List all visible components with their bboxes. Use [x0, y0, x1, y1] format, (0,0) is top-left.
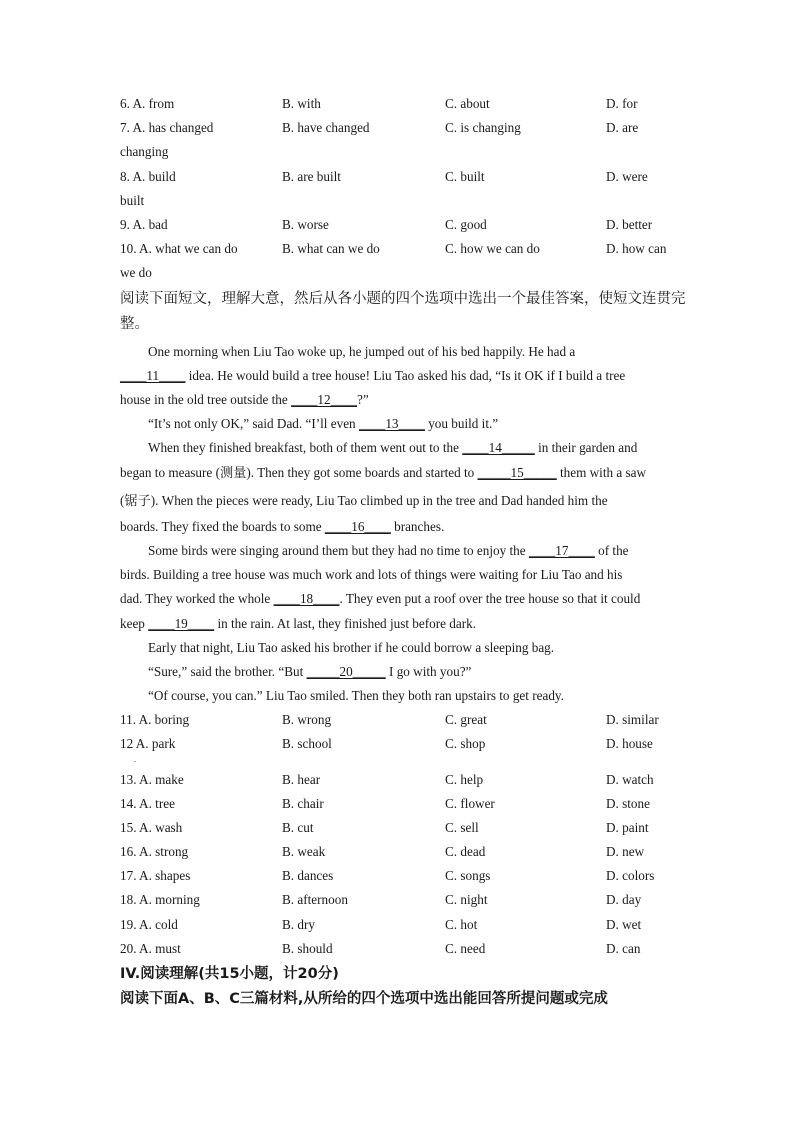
option-a: 12 A. park	[120, 736, 176, 751]
option-a: 13. A. make	[120, 772, 184, 787]
passage-text: “It’s not only OK,” said Dad. “I’ll even	[148, 416, 359, 431]
option-a: 11. A. boring	[120, 712, 190, 727]
option-a: 6. A. from	[120, 96, 175, 111]
passage-text: in the rain. At last, they finished just before dark.	[214, 616, 476, 631]
passage-line	[148, 414, 680, 434]
option-a: 14. A. tree	[120, 796, 175, 811]
section-heading: IV.阅读理解(共15小题，计20分)	[120, 966, 339, 982]
option-b: B. wrong	[282, 712, 332, 727]
option-c: C. how we can do	[445, 241, 540, 256]
option-b: B. worse	[282, 217, 329, 232]
passage-text: them with a saw	[556, 465, 647, 480]
option-a: 7. A. has changed	[120, 120, 214, 135]
option-d: D. better	[606, 217, 653, 232]
passage-line	[120, 366, 680, 386]
question-row	[120, 167, 680, 187]
option-c: C. is changing	[445, 120, 521, 135]
option-b: B. hear	[282, 772, 321, 787]
option-b: B. what can we do	[282, 241, 380, 256]
option-c: C. shop	[445, 736, 486, 751]
option-c: C. sell	[445, 820, 479, 835]
option-a: 17. A. shapes	[120, 868, 191, 883]
question-row	[120, 215, 680, 235]
question-row	[120, 734, 680, 754]
option-c: C. help	[445, 772, 484, 787]
passage-text: ?”	[356, 392, 369, 407]
passage-line	[120, 517, 680, 537]
option-a: 18. A. morning	[120, 892, 200, 907]
section-instruction: 阅读下面A、B、C三篇材料,从所给的四个选项中选出能回答所提问题或完成	[120, 991, 608, 1007]
option-c: C. songs	[445, 868, 491, 883]
option-d: D. can	[606, 941, 641, 956]
passage-text: boards. They fixed the boards to some	[120, 519, 325, 534]
option-c: C. hot	[445, 917, 478, 932]
option-c: C. night	[445, 892, 488, 907]
passage-line	[120, 463, 680, 483]
passage-line: “Of course, you can.” Liu Tao smiled. Then they both ran upstairs to get ready.	[148, 688, 564, 703]
option-a: 15. A. wash	[120, 820, 183, 835]
passage-line	[148, 438, 680, 458]
option-d: D. wet	[606, 917, 642, 932]
option-b: B. are built	[282, 169, 341, 184]
option-wrap: we do	[120, 265, 152, 280]
blank-14: ____14_____	[462, 440, 535, 455]
option-d: D. watch	[606, 772, 654, 787]
option-wrap: built	[120, 193, 145, 208]
option-wrap: changing	[120, 144, 169, 159]
question-row	[120, 915, 680, 935]
blank-13: ____13____	[358, 416, 425, 431]
option-b: B. with	[282, 96, 321, 111]
passage-text: house in the old tree outside the	[120, 392, 292, 407]
passage-line: (锯子). When the pieces were ready, Liu Tao climbed up in the tree and Dad handed him the	[120, 493, 608, 508]
option-b: B. have changed	[282, 120, 370, 135]
passage-line	[148, 662, 680, 682]
question-row	[120, 118, 680, 138]
passage-line: Early that night, Liu Tao asked his brother if he could borrow a sleeping bag.	[148, 640, 555, 655]
option-b: B. dances	[282, 868, 334, 883]
blank-18: ____18____	[273, 591, 340, 606]
passage-text: keep	[120, 616, 149, 631]
question-row	[120, 818, 680, 838]
passage-text: branches.	[390, 519, 445, 534]
option-d: D. similar	[606, 712, 659, 727]
passage-line	[120, 390, 680, 410]
passage-text: in their garden and	[534, 440, 638, 455]
option-a: 8. A. build	[120, 169, 176, 184]
passage-line	[120, 614, 680, 634]
cloze-instruction: 阅读下面短文，理解大意，然后从各小题的四个选项中选出一个最佳答案，使短文连贯完	[120, 291, 686, 307]
option-d: D. new	[606, 844, 645, 859]
blank-15: _____15_____	[477, 465, 557, 480]
option-a: 20. A. must	[120, 941, 181, 956]
blank-20: _____20_____	[306, 664, 386, 679]
option-d: D. paint	[606, 820, 649, 835]
option-a: 10. A. what we can do	[120, 241, 238, 256]
option-c: C. great	[445, 712, 487, 727]
option-b: B. chair	[282, 796, 324, 811]
question-row	[120, 842, 680, 862]
passage-text: When they finished breakfast, both of them went out to the	[148, 440, 463, 455]
question-row	[120, 939, 680, 959]
option-a: 9. A. bad	[120, 217, 168, 232]
passage-text: Some birds were singing around them but they had no time to enjoy the	[148, 543, 529, 558]
passage-text: you build it.”	[424, 416, 499, 431]
option-c: C. built	[445, 169, 485, 184]
option-b: B. weak	[282, 844, 326, 859]
option-c: C. flower	[445, 796, 495, 811]
option-d: D. are	[606, 120, 639, 135]
passage-line: birds. Building a tree house was much work and lots of things were waiting for Liu Tao and his	[120, 567, 623, 582]
option-d: D. house	[606, 736, 653, 751]
passage-text: “Sure,” said the brother. “But	[148, 664, 307, 679]
option-a: 16. A. strong	[120, 844, 189, 859]
option-b: B. school	[282, 736, 332, 751]
option-c: C. good	[445, 217, 487, 232]
question-row	[120, 239, 680, 259]
passage-line	[148, 541, 680, 561]
option-b: B. should	[282, 941, 333, 956]
option-b: B. cut	[282, 820, 314, 835]
option-b: B. dry	[282, 917, 315, 932]
blank-16: ____16____	[324, 519, 391, 534]
blank-17: ____17____	[528, 543, 595, 558]
passage-text: I go with you?”	[385, 664, 472, 679]
passage-text: idea. He would build a tree house! Liu Tao asked his dad, “Is it OK if I build a tree	[185, 368, 626, 383]
question-row	[120, 770, 680, 790]
question-row	[120, 890, 680, 910]
passage-text: dad. They worked the whole	[120, 591, 274, 606]
passage-text: began to measure (测量). Then they got some boards and started to	[120, 465, 478, 480]
option-c: C. dead	[445, 844, 486, 859]
option-d: D. how can	[606, 241, 667, 256]
option-b: B. afternoon	[282, 892, 348, 907]
question-row	[120, 710, 680, 730]
option-d: D. colors	[606, 868, 655, 883]
passage-text: of the	[594, 543, 629, 558]
option-d: D. for	[606, 96, 638, 111]
passage-line	[120, 589, 680, 609]
question-row	[120, 866, 680, 886]
option-d: D. day	[606, 892, 642, 907]
blank-12: ____12____	[291, 392, 357, 407]
question-row	[120, 94, 680, 114]
option-c: C. need	[445, 941, 486, 956]
option-d: D. stone	[606, 796, 650, 811]
passage-line: One morning when Liu Tao woke up, he jumped out of his bed happily. He had a	[148, 344, 576, 359]
blank-19: ____19____	[148, 616, 215, 631]
cloze-instruction-cont: 整。	[120, 316, 149, 332]
blank-11: ____11____	[120, 368, 186, 383]
passage-text: . They even put a roof over the tree house so that it could	[339, 591, 641, 606]
option-c: C. about	[445, 96, 490, 111]
stray-mark: .	[134, 755, 136, 764]
option-a: 19. A. cold	[120, 917, 178, 932]
option-d: D. were	[606, 169, 648, 184]
question-row	[120, 794, 680, 814]
